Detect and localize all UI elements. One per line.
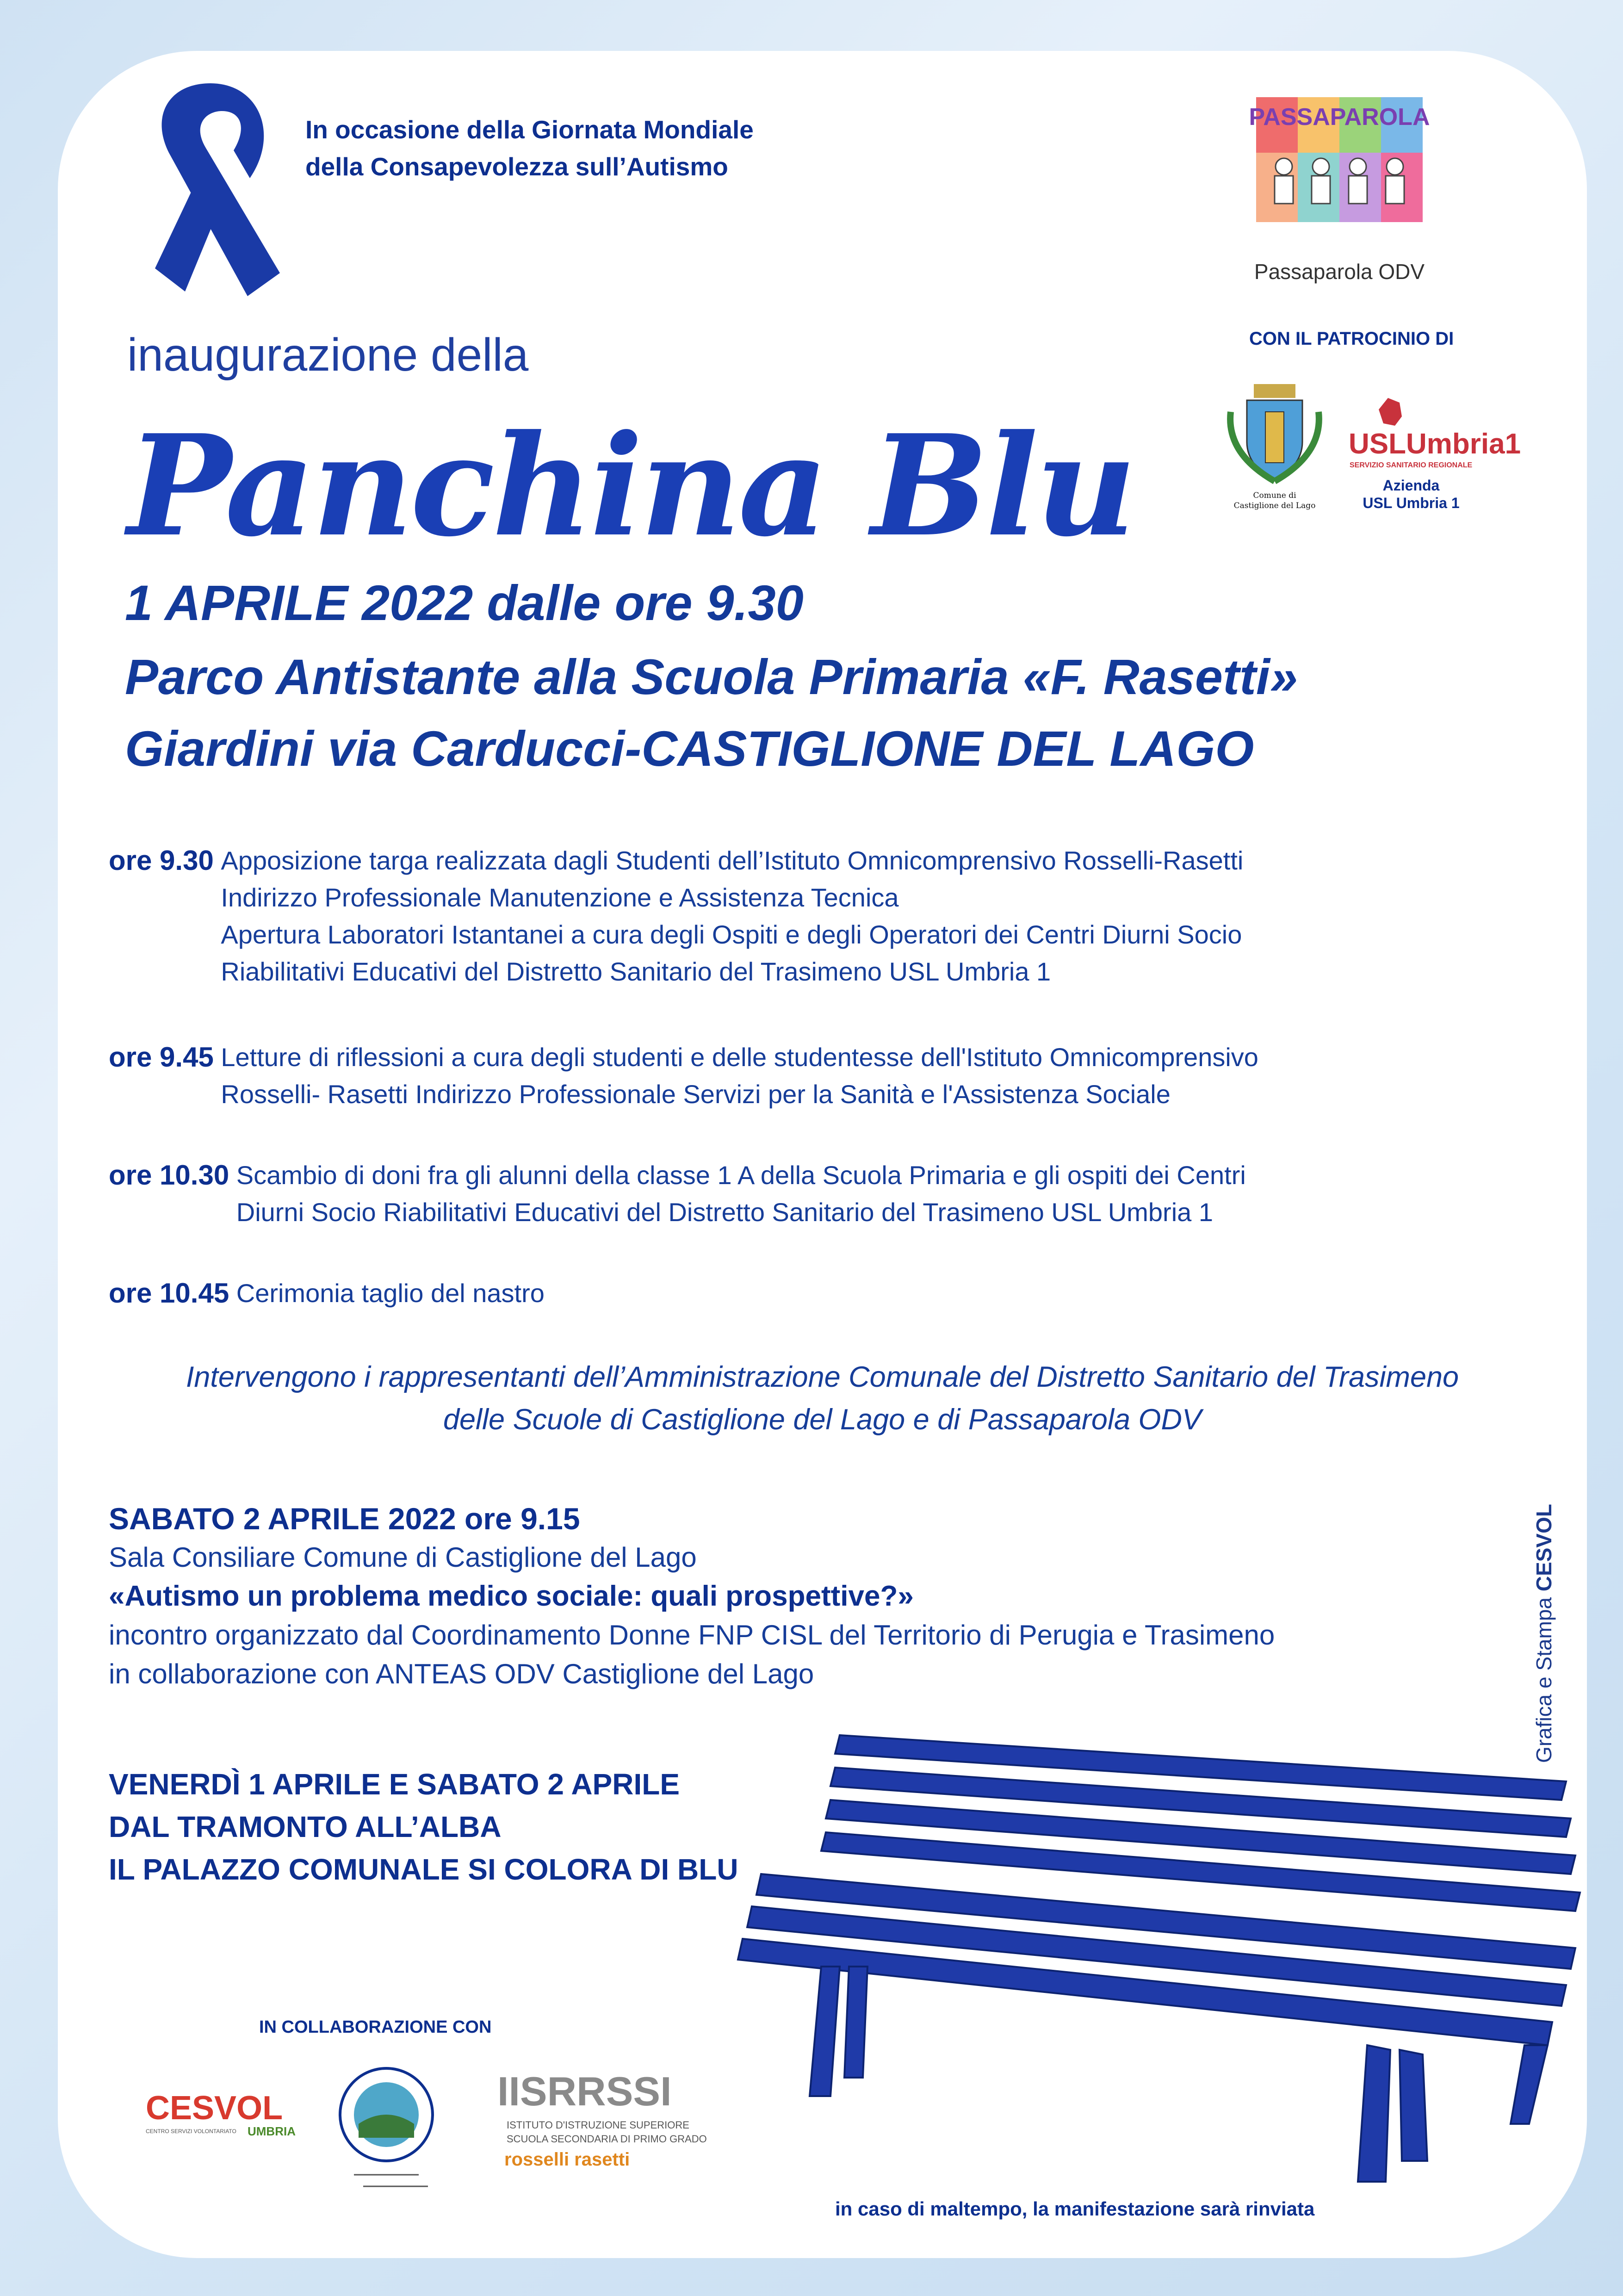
palazzo-notice (109, 1763, 738, 1891)
program-line: Scambio di doni fra gli alunni della classe 1 A della Scuola Primaria e gli ospiti dei Centri (236, 1160, 1246, 1190)
usl-logo-text: USLUmbria1 (1349, 428, 1521, 460)
iis-logo-text: IISRRSSI (497, 2068, 672, 2114)
iis-logo-col2: SCUOLA SECONDARIA DI PRIMO GRADO (507, 2133, 707, 2145)
speakers-line-2: delle Scuole di Castiglione del Lago e di Passaparola ODV (443, 1403, 1202, 1436)
print-credit (1531, 1504, 1556, 1763)
passaparola-name: Passaparola ODV (1254, 260, 1425, 284)
program-line: Apposizione targa realizzata dagli Studenti dell’Istituto Omnicomprensivo Rosselli-Rasetti (221, 846, 1244, 875)
saturday-organizer-1: incontro organizzato dal Coordinamento Donne FNP CISL del Territorio di Perugia e Trasimeno (109, 1620, 1275, 1651)
program-line: Letture di riflessioni a cura degli studenti e delle studentesse dell'Istituto Omnicomprensivo (221, 1043, 1258, 1072)
event-place-line-2: Giardini via Carducci-CASTIGLIONE DEL LAGO (125, 720, 1254, 776)
palazzo-line-3: IL PALAZZO COMUNALE SI COLORA DI BLU (109, 1853, 738, 1886)
page-title: Panchina Blu (127, 404, 1134, 567)
program-text (236, 1275, 545, 1312)
comune-caption-line-2: Castiglione del Lago (1233, 501, 1316, 510)
program-time: ore 9.30 (109, 845, 214, 876)
speakers-line-1: Intervengono i rappresentanti dell’Amministrazione Comunale del Distretto Sanitario del Trasimeno (186, 1361, 1459, 1393)
saturday-venue: Sala Consiliare Comune di Castiglione del Lago (109, 1542, 697, 1573)
saturday-talk-title: «Autismo un problema medico sociale: quali prospettive?» (109, 1580, 914, 1612)
program-line: Rosselli- Rasetti Indirizzo Professionale Servizi per la Sanità e l'Assistenza Sociale (221, 1080, 1171, 1109)
comune-coat-of-arms-icon (1221, 375, 1328, 486)
patronage-label: CON IL PATROCINIO DI (1249, 329, 1454, 349)
iis-rosselli-rasetti-logo (497, 2064, 707, 2179)
comune-caption (1201, 490, 1349, 511)
program-item-945 (109, 1039, 1258, 1113)
event-date: 1 APRILE 2022 dalle ore 9.30 (125, 575, 804, 631)
speakers-note (58, 1356, 1587, 1441)
credit-prefix: Grafica e Stampa (1532, 1597, 1556, 1763)
usl-umbria-logo (1344, 393, 1521, 486)
palazzo-line-1: VENERDÌ 1 APRILE E SABATO 2 APRILE (109, 1768, 680, 1801)
usl-caption-line-2: USL Umbria 1 (1363, 495, 1460, 511)
credit-brand: CESVOL (1532, 1504, 1556, 1592)
passaparola-logo (1249, 97, 1430, 222)
cesvol-logo-small: CENTRO SERVIZI VOLONTARIATO (146, 2128, 236, 2135)
cesvol-logo (141, 2087, 308, 2147)
program-time: ore 9.45 (109, 1042, 214, 1073)
program-line: Cerimonia taglio del nastro (236, 1278, 545, 1308)
program-line: Riabilitativi Educativi del Distretto Sanitario del Trasimeno USL Umbria 1 (221, 957, 1051, 986)
cesvol-logo-text: CESVOL (146, 2090, 283, 2127)
program-text (236, 1157, 1246, 1231)
program-line: Apertura Laboratori Istantanei a cura degli Ospiti e degli Operatori dei Centri Diurni Socio (221, 920, 1242, 949)
blue-bench-illustration (724, 1726, 1594, 2189)
program-line: Diurni Socio Riabilitativi Educativi del Distretto Sanitario del Trasimeno USL Umbria 1 (236, 1198, 1213, 1227)
occasion-line-1: In occasione della Giornata Mondiale (305, 115, 754, 144)
program-item-1045 (109, 1275, 545, 1312)
cesvol-logo-sub: UMBRIA (248, 2124, 296, 2138)
weather-note: in caso di maltempo, la manifestazione sarà rinviata (835, 2198, 1315, 2220)
program-time: ore 10.30 (109, 1160, 229, 1191)
event-place-line-1: Parco Antistante alla Scuola Primaria «F. Rasetti» (125, 649, 1298, 705)
program-item-1030 (109, 1157, 1246, 1231)
palazzo-line-2: DAL TRAMONTO ALL’ALBA (109, 1810, 502, 1843)
program-time: ore 10.45 (109, 1278, 229, 1309)
awareness-ribbon-icon (141, 74, 289, 305)
program-item-930 (109, 842, 1243, 990)
usl-logo-sub: SERVIZIO SANITARIO REGIONALE (1350, 461, 1473, 469)
saturday-heading: SABATO 2 APRILE 2022 ore 9.15 (109, 1502, 580, 1536)
comune-caption-line-1: Comune di (1253, 491, 1296, 500)
occasion-text (305, 111, 754, 185)
program-text (221, 842, 1243, 990)
direzione-didattica-logo (326, 2059, 446, 2203)
program-text (221, 1039, 1258, 1113)
inauguration-label: inaugurazione della (127, 329, 529, 381)
collaboration-label: IN COLLABORAZIONE CON (259, 2017, 492, 2037)
usl-caption-line-1: Azienda (1382, 477, 1440, 494)
usl-caption (1349, 477, 1474, 512)
saturday-event (109, 1499, 1275, 1694)
saturday-organizer-2: in collaborazione con ANTEAS ODV Castiglione del Lago (109, 1658, 814, 1689)
iis-logo-col1: ISTITUTO D'ISTRUZIONE SUPERIORE (507, 2119, 689, 2131)
occasion-line-2: della Consapevolezza sull’Autismo (305, 152, 728, 181)
program-line: Indirizzo Professionale Manutenzione e Assistenza Tecnica (221, 883, 899, 912)
iis-logo-name: rosselli rasetti (504, 2149, 630, 2170)
passaparola-logo-text: PASSAPAROLA (1249, 104, 1430, 130)
poster-card (58, 51, 1587, 2258)
